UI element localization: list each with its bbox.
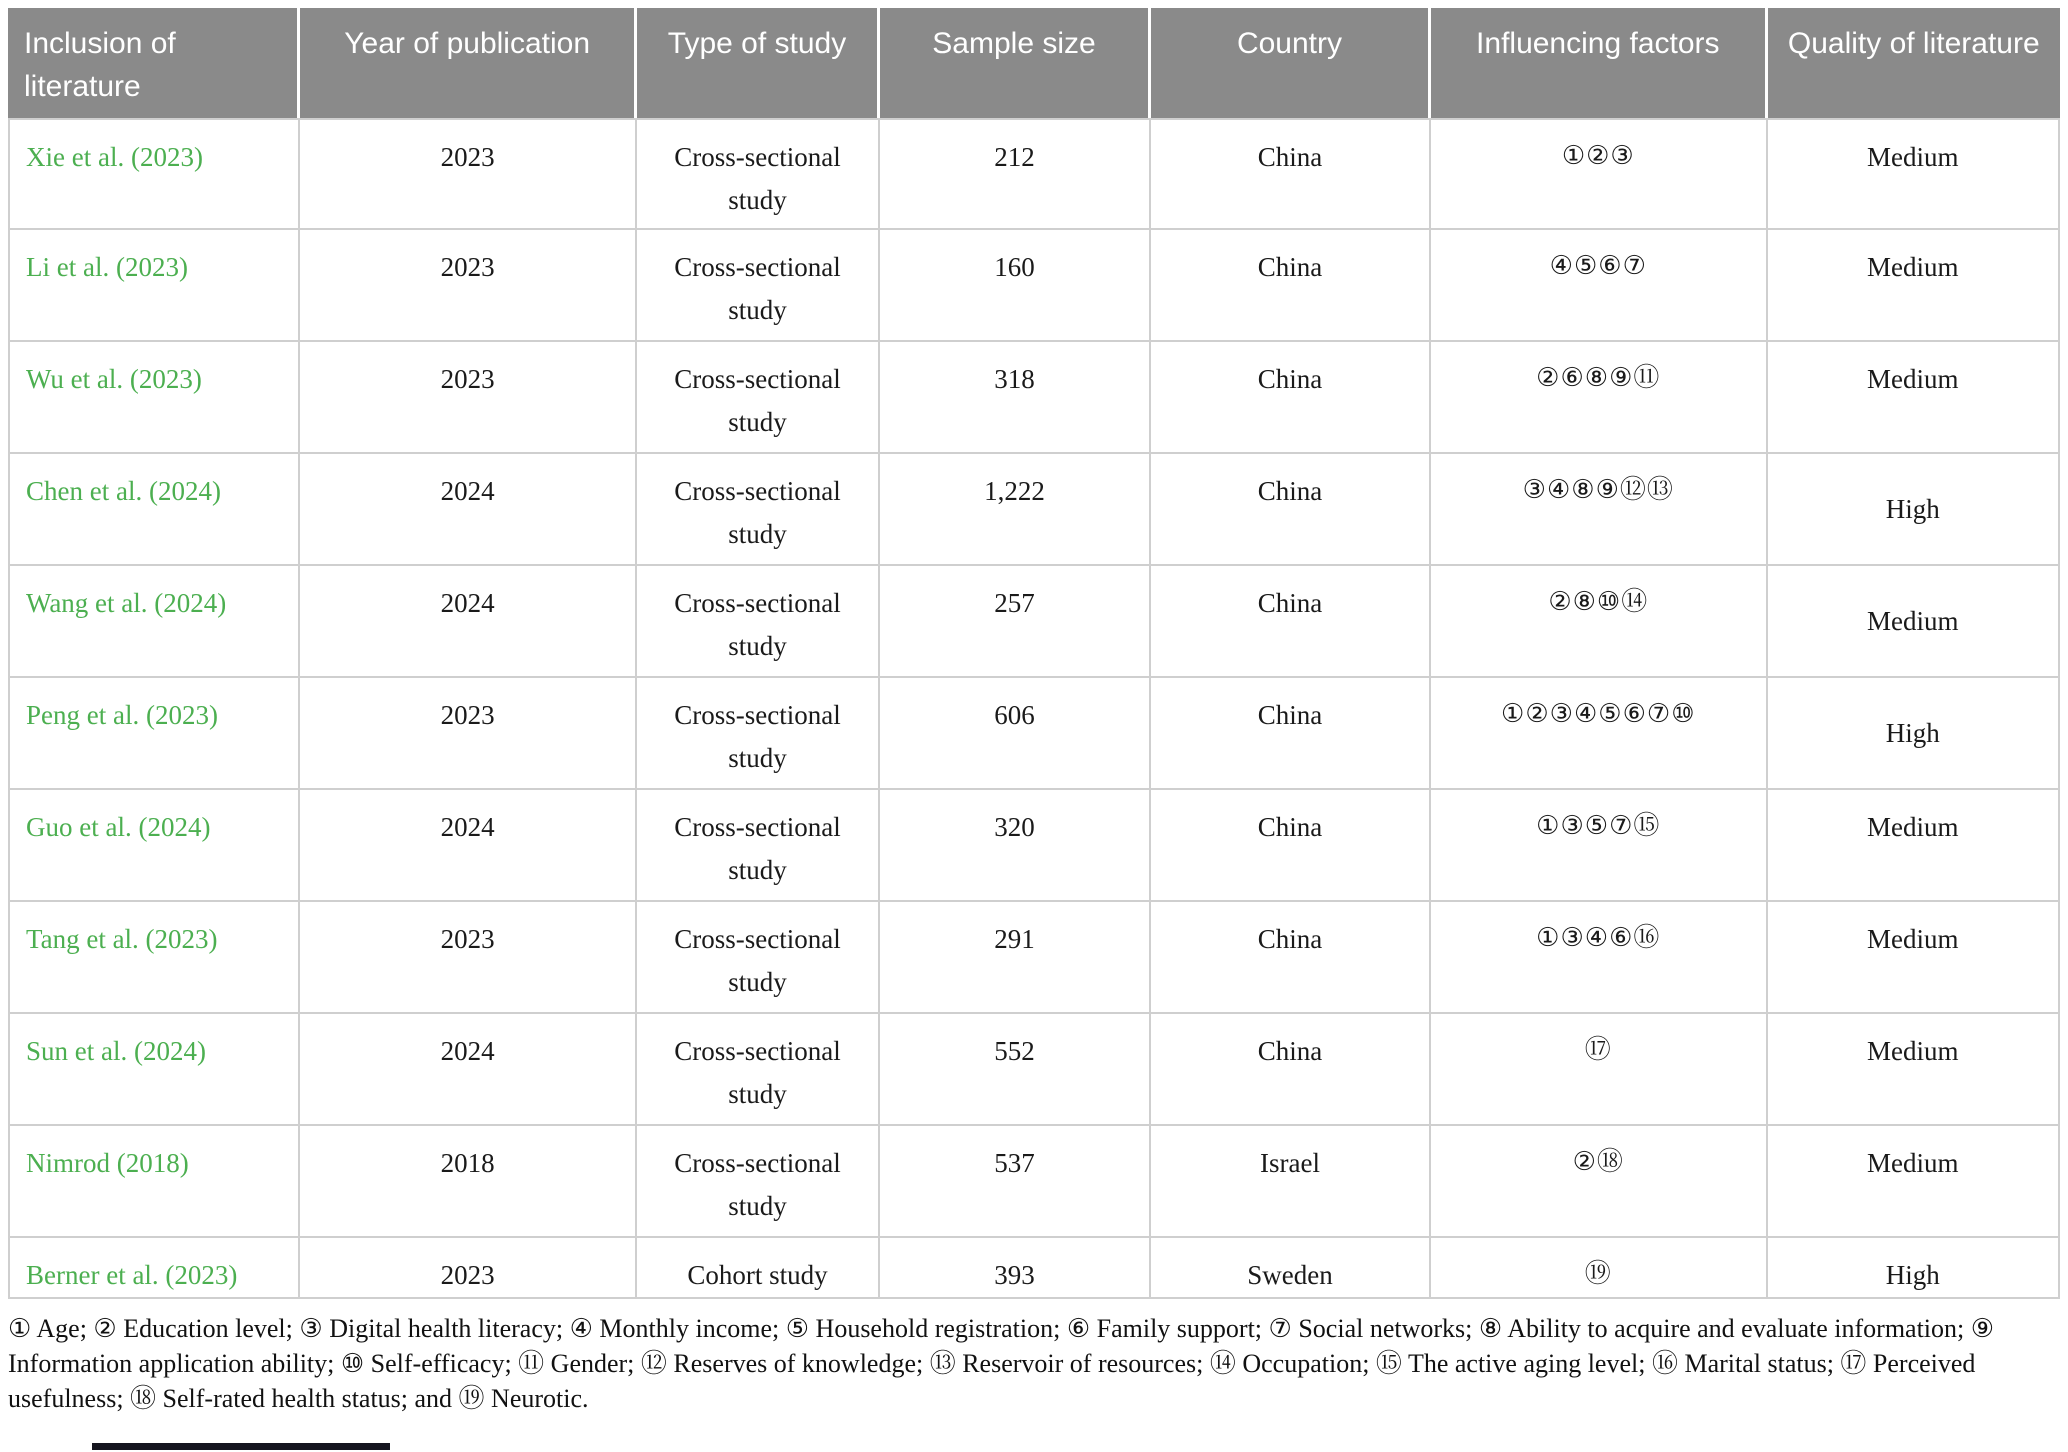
year-cell: 2023	[300, 118, 637, 230]
sample-size-cell: 318	[880, 342, 1151, 454]
table-row	[8, 902, 2060, 1014]
country-cell: China	[1151, 678, 1431, 790]
literature-cell	[8, 1014, 300, 1126]
study-type-cell: Cross-sectional study	[637, 790, 880, 902]
year-cell: 2023	[300, 230, 637, 342]
year-cell: 2018	[300, 1126, 637, 1238]
study-type-cell: Cross-sectional study	[637, 1126, 880, 1238]
sample-size-cell: 320	[880, 790, 1151, 902]
country-cell: China	[1151, 454, 1431, 566]
quality-cell: Medium	[1768, 566, 2060, 678]
literature-cell	[8, 790, 300, 902]
year-cell: 2024	[300, 454, 637, 566]
factors-cell: ②⑱	[1431, 1126, 1768, 1238]
year-cell: 2024	[300, 566, 637, 678]
literature-cell	[8, 230, 300, 342]
quality-cell: High	[1768, 1238, 2060, 1299]
study-type-cell: Cross-sectional study	[637, 118, 880, 230]
sample-size-cell: 537	[880, 1126, 1151, 1238]
literature-cell	[8, 342, 300, 454]
table-container	[8, 8, 2060, 1417]
factors-cell: ①②③	[1431, 118, 1768, 230]
study-type-cell: Cross-sectional study	[637, 902, 880, 1014]
col-header-year-of-publication: Year of publication	[300, 8, 637, 118]
country-cell: China	[1151, 342, 1431, 454]
year-cell: 2024	[300, 1014, 637, 1126]
study-type-cell: Cross-sectional study	[637, 1014, 880, 1126]
factors-cell: ①③⑤⑦⑮	[1431, 790, 1768, 902]
citation-link[interactable]: Guo et al. (2024)	[26, 812, 211, 843]
study-type-cell: Cohort study	[637, 1238, 880, 1299]
sample-size-cell: 1,222	[880, 454, 1151, 566]
study-type-cell: Cross-sectional study	[637, 230, 880, 342]
table-row	[8, 790, 2060, 902]
factors-cell: ③④⑧⑨⑫⑬	[1431, 454, 1768, 566]
citation-link[interactable]: Li et al. (2023)	[26, 252, 188, 283]
country-cell: Sweden	[1151, 1238, 1431, 1299]
citation-link[interactable]: Tang et al. (2023)	[26, 924, 218, 955]
factors-cell: ⑰	[1431, 1014, 1768, 1126]
col-header-quality-of-literature: Quality of literature	[1768, 8, 2060, 118]
factors-cell: ④⑤⑥⑦	[1431, 230, 1768, 342]
sample-size-cell: 160	[880, 230, 1151, 342]
country-cell: China	[1151, 230, 1431, 342]
quality-cell: High	[1768, 454, 2060, 566]
quality-cell: Medium	[1768, 902, 2060, 1014]
col-header-sample-size: Sample size	[880, 8, 1151, 118]
quality-cell: Medium	[1768, 790, 2060, 902]
year-cell: 2023	[300, 678, 637, 790]
study-type-cell: Cross-sectional study	[637, 342, 880, 454]
year-cell: 2023	[300, 342, 637, 454]
sample-size-cell: 291	[880, 902, 1151, 1014]
citation-link[interactable]: Nimrod (2018)	[26, 1148, 189, 1179]
country-cell: China	[1151, 902, 1431, 1014]
citation-link[interactable]: Peng et al. (2023)	[26, 700, 218, 731]
country-cell: China	[1151, 118, 1431, 230]
col-header-inclusion-of-literature: Inclusion of literature	[8, 8, 300, 118]
table-row	[8, 1238, 2060, 1299]
quality-cell: Medium	[1768, 1126, 2060, 1238]
factors-cell: ①③④⑥⑯	[1431, 902, 1768, 1014]
citation-link[interactable]: Chen et al. (2024)	[26, 476, 221, 507]
citation-link[interactable]: Wu et al. (2023)	[26, 364, 202, 395]
table-row	[8, 566, 2060, 678]
year-cell: 2023	[300, 1238, 637, 1299]
table-header	[8, 8, 2060, 118]
factors-cell: ②⑧⑩⑭	[1431, 566, 1768, 678]
col-header-country: Country	[1151, 8, 1431, 118]
country-cell: Israel	[1151, 1126, 1431, 1238]
factors-cell: ①②③④⑤⑥⑦⑩	[1431, 678, 1768, 790]
year-cell: 2024	[300, 790, 637, 902]
table-row	[8, 230, 2060, 342]
literature-cell	[8, 678, 300, 790]
country-cell: China	[1151, 1014, 1431, 1126]
quality-cell: Medium	[1768, 230, 2060, 342]
quality-cell: Medium	[1768, 118, 2060, 230]
col-header-influencing-factors: Influencing factors	[1431, 8, 1768, 118]
table-row	[8, 1014, 2060, 1126]
study-type-cell: Cross-sectional study	[637, 566, 880, 678]
literature-cell	[8, 1238, 300, 1299]
sample-size-cell: 212	[880, 118, 1151, 230]
citation-link[interactable]: Sun et al. (2024)	[26, 1036, 206, 1067]
citation-link[interactable]: Xie et al. (2023)	[26, 142, 203, 173]
quality-cell: Medium	[1768, 342, 2060, 454]
citation-link[interactable]: Wang et al. (2024)	[26, 588, 227, 619]
bottom-ui-fragment	[92, 1443, 390, 1450]
table-row	[8, 678, 2060, 790]
factors-cell: ⑲	[1431, 1238, 1768, 1299]
sample-size-cell: 552	[880, 1014, 1151, 1126]
factors-cell: ②⑥⑧⑨⑪	[1431, 342, 1768, 454]
sample-size-cell: 606	[880, 678, 1151, 790]
table-footnote: ① Age; ② Education level; ③ Digital health literacy; ④ Monthly income; ⑤ Household registration; ⑥ Family support; ⑦ Social networks; ⑧ Ability to acquire and evaluate information; ⑨ Information application ability; ⑩ Self-efficacy; ⑪ Gender; ⑫ Reserves of knowledge; ⑬ Reservoir of resources; ⑭ Occupation; ⑮ The active aging level; ⑯ Marital status; ⑰ Perceived usefulness; ⑱ Self-rated health status; and ⑲ Neurotic.	[8, 1314, 1995, 1413]
literature-cell	[8, 902, 300, 1014]
literature-cell	[8, 1126, 300, 1238]
year-cell: 2023	[300, 902, 637, 1014]
study-type-cell: Cross-sectional study	[637, 678, 880, 790]
table-row	[8, 1126, 2060, 1238]
country-cell: China	[1151, 566, 1431, 678]
country-cell: China	[1151, 790, 1431, 902]
table-row	[8, 118, 2060, 230]
header-row	[8, 8, 2060, 118]
literature-cell	[8, 118, 300, 230]
literature-table	[8, 8, 2060, 1299]
col-header-type-of-study: Type of study	[637, 8, 880, 118]
sample-size-cell: 393	[880, 1238, 1151, 1299]
table-row	[8, 454, 2060, 566]
quality-cell: Medium	[1768, 1014, 2060, 1126]
table-row	[8, 342, 2060, 454]
study-type-cell: Cross-sectional study	[637, 454, 880, 566]
sample-size-cell: 257	[880, 566, 1151, 678]
literature-cell	[8, 454, 300, 566]
quality-cell: High	[1768, 678, 2060, 790]
literature-cell	[8, 566, 300, 678]
citation-link[interactable]: Berner et al. (2023)	[26, 1260, 238, 1291]
